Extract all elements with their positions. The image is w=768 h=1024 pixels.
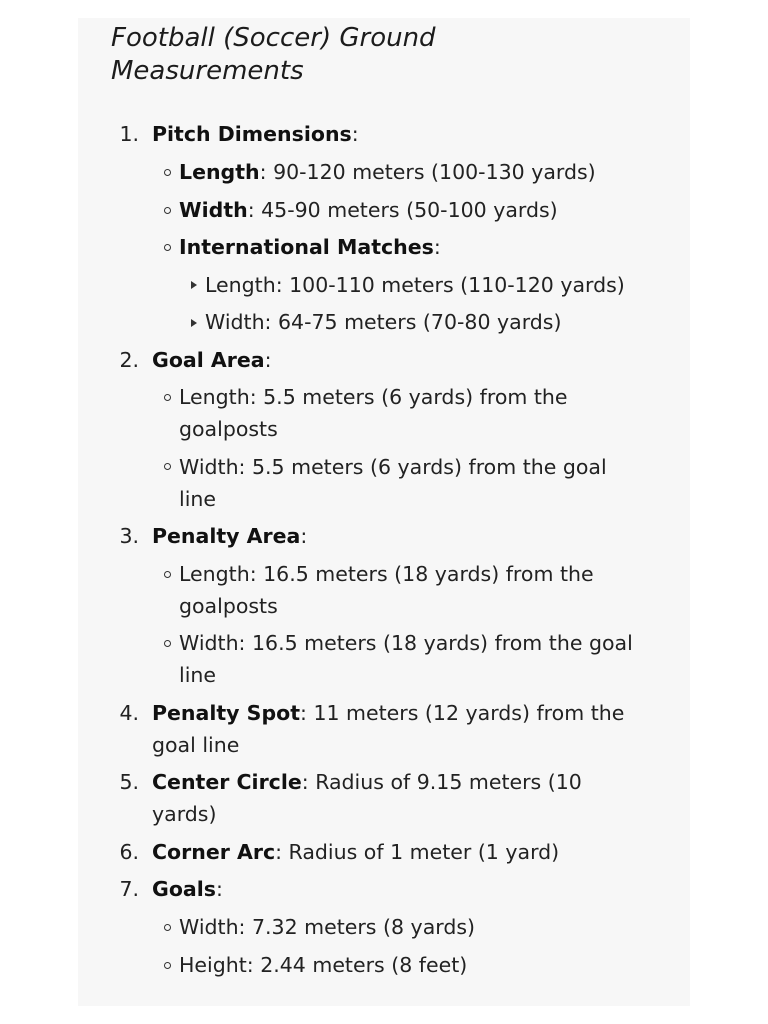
list-number: 3. — [119, 524, 139, 548]
list-subitem-length: Length: 16.5 meters (18 yards) from the — [179, 562, 594, 586]
list-item-continuation: goal line — [152, 733, 240, 757]
list-item-center-circle — [152, 766, 582, 798]
circle-bullet-icon — [164, 640, 171, 647]
list-number: 1. — [119, 122, 139, 146]
list-subitem-height: Height: 2.44 meters (8 feet) — [179, 953, 468, 977]
item-suffix: : Radius of 1 meter (1 yard) — [275, 840, 560, 864]
circle-bullet-icon — [164, 244, 171, 251]
triangle-bullet-icon — [191, 281, 197, 289]
list-number: 7. — [119, 877, 139, 901]
item-suffix: : — [351, 122, 359, 146]
list-item-penalty-area — [152, 520, 307, 552]
circle-bullet-icon — [164, 207, 171, 214]
subitem-label: International Matches — [179, 235, 434, 259]
list-number: 2. — [119, 348, 139, 372]
subitem-label: Width — [179, 198, 248, 222]
list-subitem-continuation: line — [179, 487, 216, 511]
item-label: Corner Arc — [152, 840, 276, 864]
item-suffix: : — [215, 877, 223, 901]
list-item-corner-arc — [152, 836, 559, 868]
list-subsubitem-length: Length: 100-110 meters (110-120 yards) — [205, 273, 625, 297]
list-item-goals — [152, 873, 223, 905]
list-subitem-length: Length: 5.5 meters (6 yards) from the — [179, 385, 568, 409]
list-subitem-continuation: goalposts — [179, 594, 278, 618]
list-number: 5. — [119, 770, 139, 794]
item-suffix: : — [300, 524, 308, 548]
item-label: Penalty Area — [152, 524, 301, 548]
item-label: Pitch Dimensions — [152, 122, 352, 146]
circle-bullet-icon — [164, 169, 171, 176]
circle-bullet-icon — [164, 924, 171, 931]
list-subitem-international — [179, 231, 441, 263]
list-subitem-continuation: goalposts — [179, 417, 278, 441]
circle-bullet-icon — [164, 394, 171, 401]
page-title: Football (Soccer) Ground Measurements — [111, 23, 436, 86]
list-subsubitem-width: Width: 64-75 meters (70-80 yards) — [205, 310, 562, 334]
subitem-text: : 90-120 meters (100-130 yards) — [259, 160, 596, 184]
item-suffix: : — [264, 348, 272, 372]
list-item-goal-area — [152, 344, 272, 376]
list-number: 6. — [119, 840, 139, 864]
circle-bullet-icon — [164, 463, 171, 470]
list-subitem-width: Width: 5.5 meters (6 yards) from the goal — [179, 455, 607, 479]
circle-bullet-icon — [164, 571, 171, 578]
item-label: Goal Area — [152, 348, 265, 372]
subitem-text: : 45-90 meters (50-100 yards) — [247, 198, 558, 222]
list-item-penalty-spot — [152, 697, 624, 729]
list-subitem-width — [179, 194, 558, 226]
item-label: Penalty Spot — [152, 701, 301, 725]
list-number: 4. — [119, 701, 139, 725]
item-suffix: : Radius of 9.15 meters (10 — [301, 770, 582, 794]
subitem-suffix: : — [433, 235, 441, 259]
list-subitem-width: Width: 16.5 meters (18 yards) from the goal — [179, 631, 633, 655]
item-suffix: : 11 meters (12 yards) from the — [300, 701, 625, 725]
list-subitem-length — [179, 156, 596, 188]
circle-bullet-icon — [164, 962, 171, 969]
list-item-continuation: yards) — [152, 802, 217, 826]
subitem-label: Length — [179, 160, 260, 184]
triangle-bullet-icon — [191, 319, 197, 327]
item-label: Goals — [152, 877, 216, 901]
item-label: Center Circle — [152, 770, 302, 794]
list-subitem-width: Width: 7.32 meters (8 yards) — [179, 915, 476, 939]
list-item-pitch-dimensions — [152, 118, 359, 150]
list-subitem-continuation: line — [179, 663, 216, 687]
